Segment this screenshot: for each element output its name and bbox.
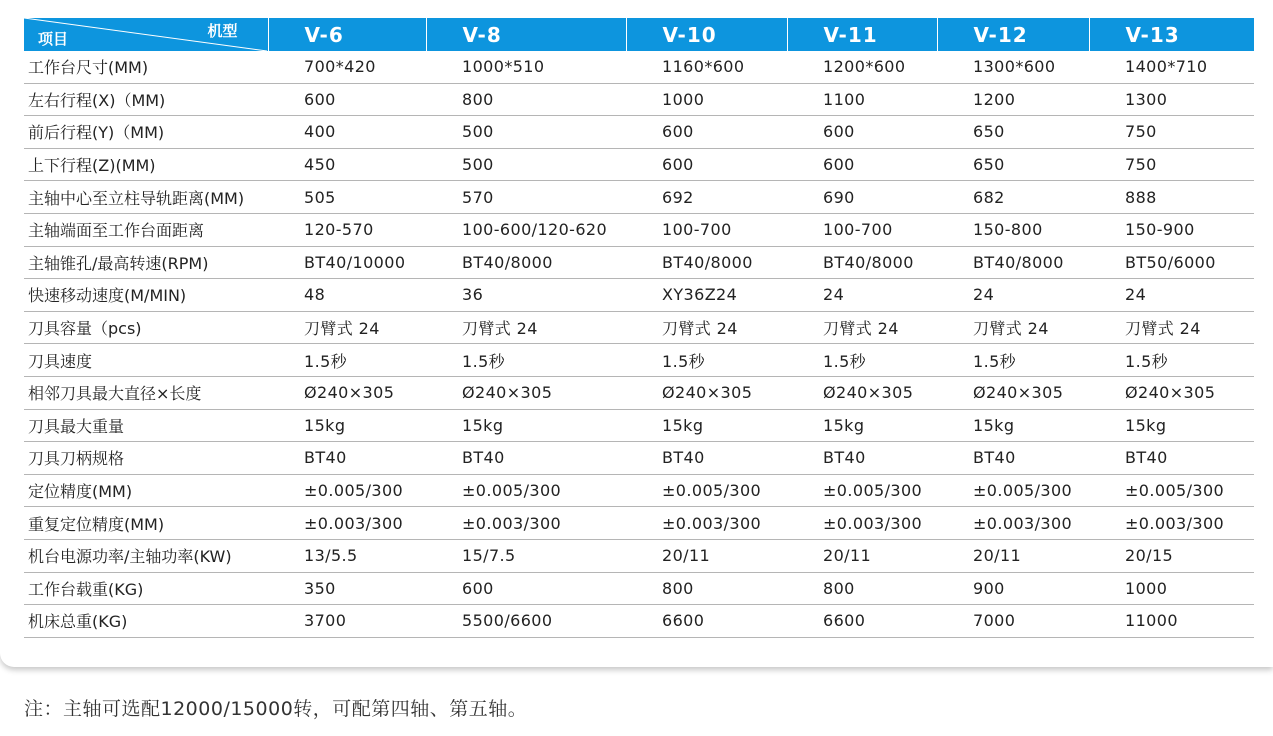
table-row bbox=[24, 409, 1254, 442]
row-label: 相邻刀具最大直径×长度 bbox=[24, 376, 268, 409]
table-cell: 刀臂式 24 bbox=[937, 311, 1089, 344]
table-cell: 11000 bbox=[1089, 605, 1254, 638]
table-cell: 600 bbox=[268, 83, 426, 116]
table-row bbox=[24, 116, 1254, 149]
table-cell: 7000 bbox=[937, 605, 1089, 638]
table-cell: ±0.005/300 bbox=[626, 474, 787, 507]
table-cell: 400 bbox=[268, 116, 426, 149]
spec-table bbox=[24, 18, 1254, 638]
table-cell: ±0.005/300 bbox=[1089, 474, 1254, 507]
table-cell: BT40 bbox=[426, 442, 626, 475]
table-row bbox=[24, 474, 1254, 507]
table-cell: ±0.003/300 bbox=[1089, 507, 1254, 540]
table-cell: 100-700 bbox=[626, 213, 787, 246]
table-cell: BT40/8000 bbox=[626, 246, 787, 279]
table-cell: 800 bbox=[426, 83, 626, 116]
table-cell: 570 bbox=[426, 181, 626, 214]
table-row bbox=[24, 181, 1254, 214]
table-row bbox=[24, 83, 1254, 116]
table-cell: ±0.003/300 bbox=[787, 507, 937, 540]
table-cell: 1300*600 bbox=[937, 51, 1089, 83]
table-cell: 650 bbox=[937, 116, 1089, 149]
table-cell: 600 bbox=[787, 116, 937, 149]
row-label: 机床总重(KG) bbox=[24, 605, 268, 638]
table-cell: 150-800 bbox=[937, 213, 1089, 246]
row-label: 快速移动速度(M/MIN) bbox=[24, 279, 268, 312]
table-cell: 1.5秒 bbox=[937, 344, 1089, 377]
table-row bbox=[24, 572, 1254, 605]
table-cell: 1200*600 bbox=[787, 51, 937, 83]
table-cell: BT40/8000 bbox=[426, 246, 626, 279]
row-label: 上下行程(Z)(MM) bbox=[24, 148, 268, 181]
table-cell: 15/7.5 bbox=[426, 539, 626, 572]
header-corner-cell bbox=[24, 18, 268, 51]
table-cell: 刀臂式 24 bbox=[787, 311, 937, 344]
row-label: 机台电源功率/主轴功率(KW) bbox=[24, 539, 268, 572]
table-cell: 690 bbox=[787, 181, 937, 214]
table-cell: 6600 bbox=[626, 605, 787, 638]
table-cell: ±0.005/300 bbox=[426, 474, 626, 507]
table-cell: Ø240×305 bbox=[268, 376, 426, 409]
table-cell: Ø240×305 bbox=[426, 376, 626, 409]
table-cell: 24 bbox=[787, 279, 937, 312]
table-cell: 15kg bbox=[1089, 409, 1254, 442]
table-row bbox=[24, 51, 1254, 83]
model-header: V-12 bbox=[937, 18, 1089, 51]
table-cell: BT40 bbox=[1089, 442, 1254, 475]
table-cell: 24 bbox=[1089, 279, 1254, 312]
table-cell: BT40 bbox=[937, 442, 1089, 475]
table-row bbox=[24, 213, 1254, 246]
table-cell: 刀臂式 24 bbox=[626, 311, 787, 344]
table-cell: BT50/6000 bbox=[1089, 246, 1254, 279]
table-row bbox=[24, 148, 1254, 181]
table-cell: 20/11 bbox=[937, 539, 1089, 572]
table-cell: 800 bbox=[626, 572, 787, 605]
table-cell: 800 bbox=[787, 572, 937, 605]
table-cell: 1000 bbox=[626, 83, 787, 116]
table-row bbox=[24, 442, 1254, 475]
table-cell: 24 bbox=[937, 279, 1089, 312]
table-row bbox=[24, 539, 1254, 572]
table-cell: 1.5秒 bbox=[787, 344, 937, 377]
table-cell: 600 bbox=[626, 148, 787, 181]
table-cell: 505 bbox=[268, 181, 426, 214]
table-cell: 1200 bbox=[937, 83, 1089, 116]
table-cell: ±0.003/300 bbox=[426, 507, 626, 540]
table-cell: 20/11 bbox=[787, 539, 937, 572]
table-cell: 刀臂式 24 bbox=[1089, 311, 1254, 344]
row-label: 主轴端面至工作台面距离 bbox=[24, 213, 268, 246]
table-cell: Ø240×305 bbox=[1089, 376, 1254, 409]
model-header: V-6 bbox=[268, 18, 426, 51]
table-cell: 150-900 bbox=[1089, 213, 1254, 246]
table-cell: 1.5秒 bbox=[426, 344, 626, 377]
table-row bbox=[24, 507, 1254, 540]
table-cell: BT40 bbox=[626, 442, 787, 475]
table-cell: 700*420 bbox=[268, 51, 426, 83]
table-cell: 600 bbox=[787, 148, 937, 181]
row-label: 重复定位精度(MM) bbox=[24, 507, 268, 540]
table-cell: 900 bbox=[937, 572, 1089, 605]
table-cell: 750 bbox=[1089, 116, 1254, 149]
corner-model-label: 机型 bbox=[207, 22, 238, 40]
table-cell: 120-570 bbox=[268, 213, 426, 246]
table-row bbox=[24, 246, 1254, 279]
table-cell: 600 bbox=[626, 116, 787, 149]
table-cell: 6600 bbox=[787, 605, 937, 638]
table-cell: 刀臂式 24 bbox=[268, 311, 426, 344]
table-cell: 1300 bbox=[1089, 83, 1254, 116]
row-label: 刀具容量（pcs) bbox=[24, 311, 268, 344]
model-header: V-11 bbox=[787, 18, 937, 51]
row-label: 刀具速度 bbox=[24, 344, 268, 377]
row-label: 工作台尺寸(MM) bbox=[24, 51, 268, 83]
corner-item-label: 项目 bbox=[38, 30, 69, 48]
table-cell: 5500/6600 bbox=[426, 605, 626, 638]
table-cell: Ø240×305 bbox=[626, 376, 787, 409]
table-cell: 682 bbox=[937, 181, 1089, 214]
table-cell: 3700 bbox=[268, 605, 426, 638]
table-cell: 13/5.5 bbox=[268, 539, 426, 572]
table-cell: 20/11 bbox=[626, 539, 787, 572]
table-cell: 450 bbox=[268, 148, 426, 181]
table-cell: 100-600/120-620 bbox=[426, 213, 626, 246]
row-label: 左右行程(X)（MM) bbox=[24, 83, 268, 116]
table-cell: 100-700 bbox=[787, 213, 937, 246]
model-header: V-10 bbox=[626, 18, 787, 51]
table-cell: ±0.005/300 bbox=[937, 474, 1089, 507]
table-cell: 15kg bbox=[426, 409, 626, 442]
table-cell: 600 bbox=[426, 572, 626, 605]
table-cell: ±0.005/300 bbox=[268, 474, 426, 507]
table-cell: 350 bbox=[268, 572, 426, 605]
table-cell: 1000 bbox=[1089, 572, 1254, 605]
table-cell: BT40 bbox=[268, 442, 426, 475]
table-cell: Ø240×305 bbox=[787, 376, 937, 409]
table-cell: 692 bbox=[626, 181, 787, 214]
table-cell: 1.5秒 bbox=[1089, 344, 1254, 377]
row-label: 定位精度(MM) bbox=[24, 474, 268, 507]
table-cell: 15kg bbox=[268, 409, 426, 442]
table-cell: 750 bbox=[1089, 148, 1254, 181]
table-cell: 650 bbox=[937, 148, 1089, 181]
table-cell: 500 bbox=[426, 116, 626, 149]
row-label: 主轴中心至立柱导轨距离(MM) bbox=[24, 181, 268, 214]
table-cell: 1000*510 bbox=[426, 51, 626, 83]
row-label: 刀具刀柄规格 bbox=[24, 442, 268, 475]
table-cell: 1400*710 bbox=[1089, 51, 1254, 83]
table-cell: 888 bbox=[1089, 181, 1254, 214]
table-cell: BT40/8000 bbox=[787, 246, 937, 279]
table-cell: ±0.003/300 bbox=[626, 507, 787, 540]
table-row bbox=[24, 311, 1254, 344]
table-cell: 1100 bbox=[787, 83, 937, 116]
table-cell: 1.5秒 bbox=[268, 344, 426, 377]
row-label: 前后行程(Y)（MM) bbox=[24, 116, 268, 149]
table-cell: 15kg bbox=[787, 409, 937, 442]
table-cell: 1160*600 bbox=[626, 51, 787, 83]
model-header: V-13 bbox=[1089, 18, 1254, 51]
table-cell: BT40/8000 bbox=[937, 246, 1089, 279]
table-cell: 500 bbox=[426, 148, 626, 181]
table-row bbox=[24, 605, 1254, 638]
table-cell: 48 bbox=[268, 279, 426, 312]
row-label: 主轴锥孔/最高转速(RPM) bbox=[24, 246, 268, 279]
row-label: 工作台载重(KG) bbox=[24, 572, 268, 605]
table-cell: 15kg bbox=[626, 409, 787, 442]
table-row bbox=[24, 376, 1254, 409]
table-cell: 刀臂式 24 bbox=[426, 311, 626, 344]
table-cell: 15kg bbox=[937, 409, 1089, 442]
table-cell: ±0.005/300 bbox=[787, 474, 937, 507]
table-cell: BT40/10000 bbox=[268, 246, 426, 279]
table-cell: 1.5秒 bbox=[626, 344, 787, 377]
row-label: 刀具最大重量 bbox=[24, 409, 268, 442]
table-cell: BT40 bbox=[787, 442, 937, 475]
table-cell: 20/15 bbox=[1089, 539, 1254, 572]
table-cell: 36 bbox=[426, 279, 626, 312]
table-cell: ±0.003/300 bbox=[268, 507, 426, 540]
table-cell: Ø240×305 bbox=[937, 376, 1089, 409]
table-row bbox=[24, 279, 1254, 312]
table-row bbox=[24, 344, 1254, 377]
footnote: 注：主轴可选配12000/15000转，可配第四轴、第五轴。 bbox=[24, 698, 528, 720]
model-header: V-8 bbox=[426, 18, 626, 51]
header-row bbox=[24, 18, 1254, 51]
table-cell: ±0.003/300 bbox=[937, 507, 1089, 540]
table-cell: XY36Z24 bbox=[626, 279, 787, 312]
